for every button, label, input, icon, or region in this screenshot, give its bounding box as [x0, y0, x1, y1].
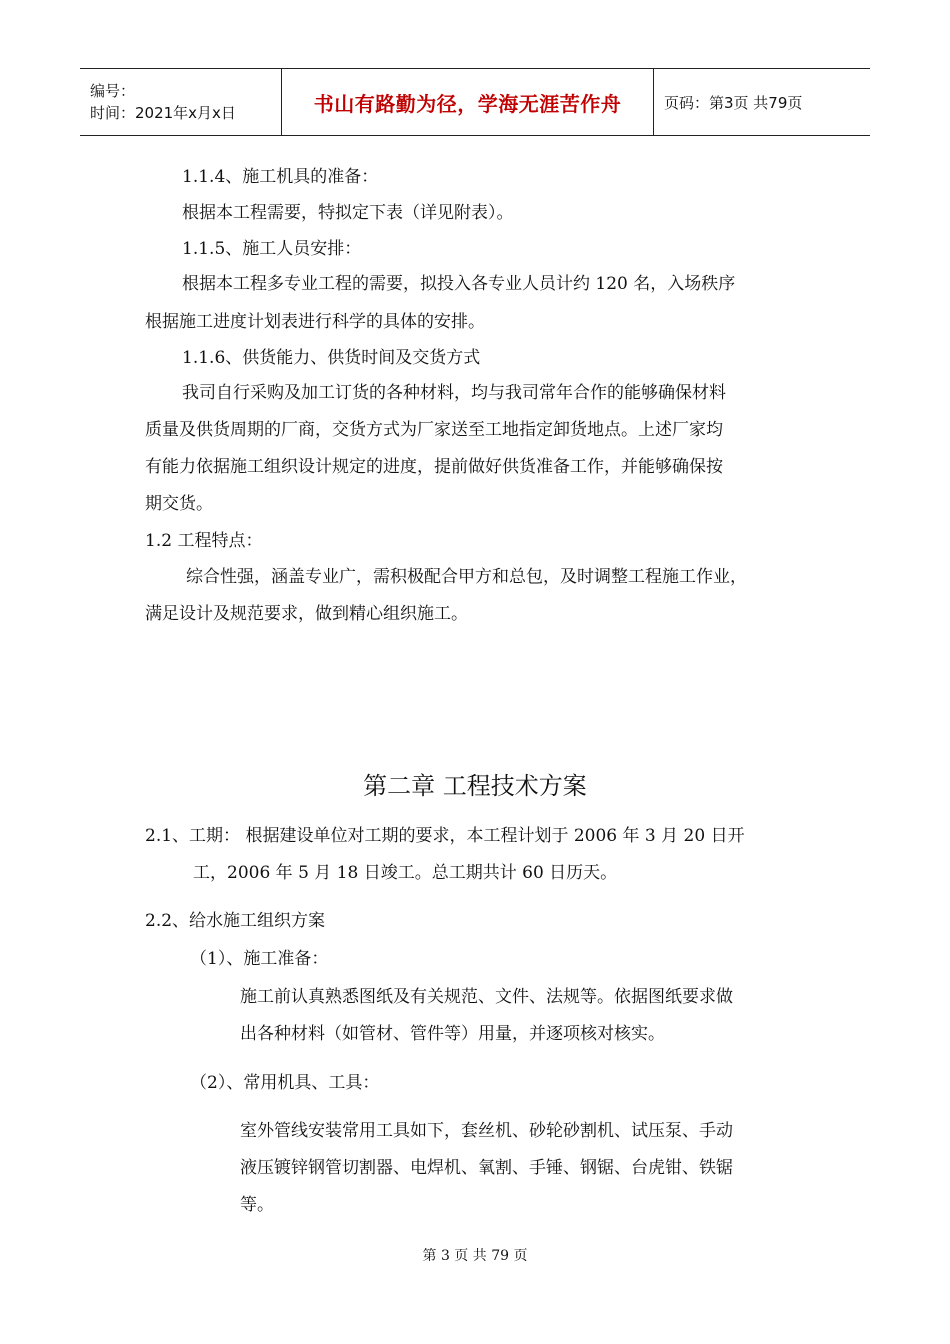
section-heading-1-2: 1.2 工程特点：: [145, 531, 263, 551]
number-label: 编号：: [90, 82, 136, 100]
paragraph-line: 根据施工进度计划表进行科学的具体的安排。: [145, 312, 485, 332]
paragraph-line: 等。: [240, 1195, 274, 1215]
header-page-label: 页码：第3页 共79页: [664, 93, 803, 112]
header-page-cell: [654, 69, 870, 135]
paragraph-line: 综合性强，涵盖专业广，需积极配合甲方和总包，及时调整工程施工作业，: [186, 567, 747, 587]
section-heading-1-1-6: 1.1.6、供货能力、供货时间及交货方式: [182, 348, 481, 368]
paragraph-line: 我司自行采购及加工订货的各种材料，均与我司常年合作的能够确保材料: [182, 383, 726, 403]
section-heading-2-1: 2.1、工期： 根据建设单位对工期的要求，本工程计划于 2006 年 3 月 20 日开: [145, 826, 745, 846]
paragraph-line: 出各种材料（如管材、管件等）用量，并逐项核对核实。: [240, 1024, 665, 1044]
paragraph-line: 液压镀锌钢管切割器、电焊机、氧割、手锤、钢锯、台虎钳、铁锯: [240, 1158, 733, 1178]
paragraph-line: 满足设计及规范要求，做到精心组织施工。: [145, 604, 468, 624]
paragraph-line: 室外管线安装常用工具如下，套丝机、砂轮砂割机、试压泵、手动: [240, 1121, 733, 1141]
page-footer: 第 3 页 共 79 页: [422, 1248, 528, 1264]
chapter-title: 第二章 工程技术方案: [363, 772, 587, 800]
paragraph-line: 有能力依据施工组织设计规定的进度，提前做好供货准备工作，并能够确保按: [145, 457, 723, 477]
subsection-heading-2: （2）、常用机具、工具：: [190, 1073, 380, 1093]
page-header: [80, 68, 870, 136]
paragraph-line: 施工前认真熟悉图纸及有关规范、文件、法规等。依据图纸要求做: [240, 987, 733, 1007]
paragraph-line: 期交货。: [145, 494, 213, 514]
header-meta: [80, 69, 282, 135]
header-motto-cell: [282, 69, 654, 135]
paragraph-line: 质量及供货周期的厂商，交货方式为厂家送至工地指定卸货地点。上述厂家均: [145, 420, 723, 440]
time-label: 时间：2021年x月x日: [90, 104, 236, 122]
section-heading-1-1-5: 1.1.5、施工人员安排：: [182, 239, 362, 259]
paragraph-line: 根据本工程需要，特拟定下表（详见附表）。: [182, 203, 514, 223]
header-motto: 书山有路勤为径，学海无涯苦作舟: [313, 91, 622, 116]
paragraph-line: 工，2006 年 5 月 18 日竣工。总工期共计 60 日历天。: [193, 863, 618, 883]
section-heading-1-1-4: 1.1.4、施工机具的准备：: [182, 167, 379, 187]
paragraph-line: 根据本工程多专业工程的需要，拟投入各专业人员计约 120 名，入场秩序: [182, 274, 736, 294]
section-heading-2-2: 2.2、给水施工组织方案: [145, 911, 326, 931]
subsection-heading-1: （1）、施工准备：: [190, 949, 329, 969]
